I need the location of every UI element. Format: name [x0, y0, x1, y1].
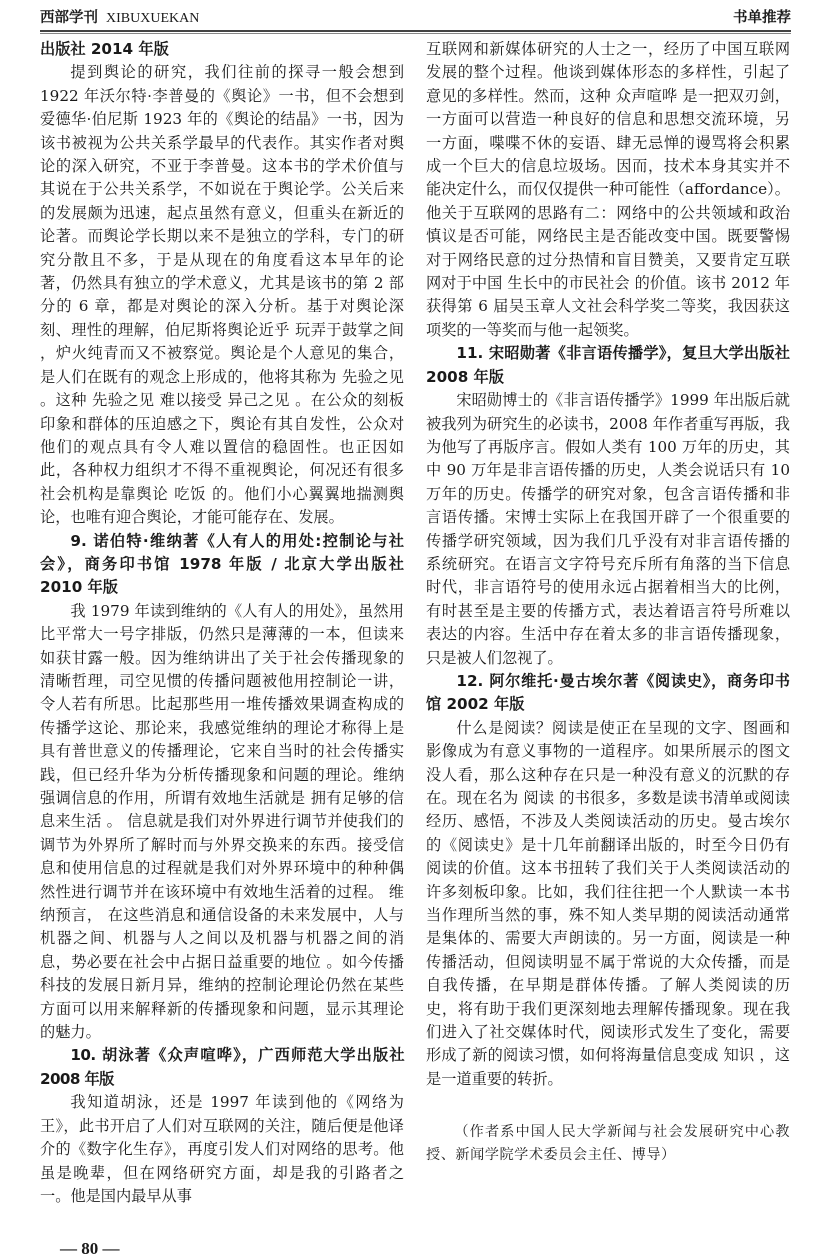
item-9-body: 我 1979 年读到维纳的《人有人的用处》，虽然用比平常大一号字排版，仍然只是薄薄的一本，但读来如获甘露一般。因为维纳讲出了关于社会传播现象的清晰哲理，司空见惯的传播问题被他用控制论一讲，令人若有所思。比起那些用一堆传播效果调查构成的传播学这论、那论来，我感觉维纳的理论才称得上是具有普世意义的传播理论，它来自当时的社会传播实践，但已经升华为分析传播现象和问题的理论。维纳强调信息的作用，所谓有效地生活就是 拥有足够的信息来生活 。 信息就是我们对外界进行调节并使我们的调节为外界所了解时而与外界交换来的东西。接受信息和使用信息的过程就是我们对外界环境中的种种偶然性进行调节并在该环境中有效地生活着的过程。 维纳预言， 在这些消息和通信设备的未来发展中，人与机器之间、机器与人之间以及机器与机器之间的消息，势必要在社会中占据日益重要的地位 。如今传播科技的发展日新月异，维纳的控制论理论仍然在某些方面可以用来解释新的传播现象和问题，显示其理论的魅力。 — [40, 601, 404, 1042]
item-9-heading: 9. 诺伯特·维纳著《人有人的用处:控制论与社会》，商务印书馆 1978 年版 / 北京大学出版社 2010 年版 — [40, 531, 404, 597]
item-10-body-continued: 互联网和新媒体研究的人士之一，经历了中国互联网发展的整个过程。他谈到媒体形态的多样性，引起了意见的多样性。然而，这种 众声喧哗 是一把双刃剑，一方面可以营造一种良好的信息和思想交流环境，另一方面，喋喋不休的妄语、肆无忌惮的谩骂将会积累成一个巨大的信息垃圾场。因而，技术本身其实并不能决定什么，而仅仅提供一种可能性（affordance）。他关于互联网的思路有二：网络中的公共领域和政治慎议是否可能，网络民主是否能改变中国。既要警惕对于网络民意的过分热情和盲目赞美，又要肯定互联网对于中国 生长中的市民社会 的价值。该书 2012 年获得第 6 届吴玉章人文社会科学奖二等奖，我因获这项奖的一等奖而与他一起领奖。 — [426, 40, 790, 339]
journal-name: 西部学刊 — [40, 9, 98, 26]
author-note: （作者系中国人民大学新闻与社会发展研究中心教授、新闻学院学术委员会主任、博导） — [426, 1124, 790, 1164]
running-header — [40, 6, 791, 28]
header-rule — [40, 30, 791, 34]
journal-name-latin: XIBUXUEKAN — [106, 11, 200, 26]
item-12-body: 什么是阅读？阅读是使正在呈现的文字、图画和影像成为有意义事物的一道程序。如果所展示的图文没人看，那么这种存在只是一种没有意义的沉默的存在。现在名为 阅读 的书很多，多数是读书清单或阅读经历、感悟，不涉及人类阅读活动的历史。曼古埃尔的《阅读史》是十几年前翻译出版的，时至今日仍有阅读的价值。这本书扭转了我们关于人类阅读活动的许多刻板印象。比如，我们往往把一个人默读一本书当作理所当然的事，殊不知人类早期的阅读活动通常是集体的、需要大声朗读的。另一方面，阅读是一种传播活动，但阅读明显不属于常说的大众传播，而是自我传播，在早期是群体传播。了解人类阅读的历史，将有助于我们更深刻地去理解传播现象。现在我们进入了社交媒体时代，阅读形式发生了变化，需要形成了新的阅读习惯，如何将海量信息变成 知识 ，这是一道重要的转折。 — [426, 718, 790, 1088]
item-10-body: 我知道胡泳，还是 1997 年读到他的《网络为王》，此书开启了人们对互联网的关注，随后便是他译介的《数字化生存》，再度引发人们对网络的思考。他虽是晚辈，但在网络研究方面，却是我的引路者之一。他是国内最早从事 — [40, 1093, 404, 1205]
item-10-heading: 10. 胡泳著《众声喧哗》，广西师范大学出版社 2008 年版 — [40, 1046, 404, 1088]
section-title: 书单推荐 — [733, 9, 791, 26]
item-11-body: 宋昭勋博士的《非言语传播学》1999 年出版后就被我列为研究生的必读书，2008 年作者重写再版，我为他写了再版序言。假如人类有 100 万年的历史，其中 90 万年是非言语传播的历史，人类会说话只有 10 万年的历史。传播学的研究对象，包含言语传播和非言语传播。宋博士实际上在我国开辟了一个很重要的传播学研究领域，因为我们几乎没有对非言语传播的系统研究。在语言文字符号充斥所有角落的当下信息时代，非言语符号的使用永远占据着相当大的比例，有时甚至是主要的传播方式，表达着语言符号所难以表达的内容。生活中存在着太多的非言语传播现象，只是被人们忽视了。 — [426, 391, 790, 667]
item-12-heading: 12. 阿尔维托·曼古埃尔著《阅读史》，商务印书馆 2002 年版 — [426, 671, 790, 714]
item-8-heading-tail: 出版社 2014 年版 — [40, 40, 169, 58]
page-number: — 80 — — [60, 1239, 120, 1259]
journal-title — [40, 6, 199, 27]
right-column — [426, 38, 790, 1167]
left-column — [40, 38, 404, 1260]
item-11-heading: 11. 宋昭勋著《非言语传播学》，复旦大学出版社 2008 年版 — [426, 344, 790, 386]
item-8-body: 提到舆论的研究，我们往前的探寻一般会想到 1922 年沃尔特·李普曼的《舆论》一书，但不会想到爱德华·伯尼斯 1923 年的《舆论的结晶》一书，因为该书被视为公共关系学最早的代表作。其实作者对舆论的深入研究，不亚于李普曼。这本书的学术价值与其说在于公共关系学，不如说在于舆论学。公关后来的发展颇为迅速，起点虽然有意义，但重头在新近的论著。而舆论学长期以来不是独立的学科，专门的研究分散且不多，于是从现在的角度看这本早年的论著，仍然具有独立的学术意义，尤其是该书的第 2 部分的 6 章，都是对舆论的深入分析。基于对舆论深刻、理性的理解，伯尼斯将舆论近乎 玩弄于鼓掌之间 ，炉火纯青而又不被察觉。舆论是个人意见的集合，是人们在既有的观念上形成的，他将其称为 先验之见 。这种 先验之见 难以接受 异己之见 。在公众的刻板印象和群体的压迫感之下，舆论有其自发性，公众对他们的观点具有令人难以置信的稳固性。也正因如此，各种权力组织才不得不重视舆论，何况还有很多社会机构是靠舆论 吃饭 的。他们小心翼翼地揣测舆论，也唯有迎合舆论，才能可能存在、发展。 — [40, 63, 404, 527]
